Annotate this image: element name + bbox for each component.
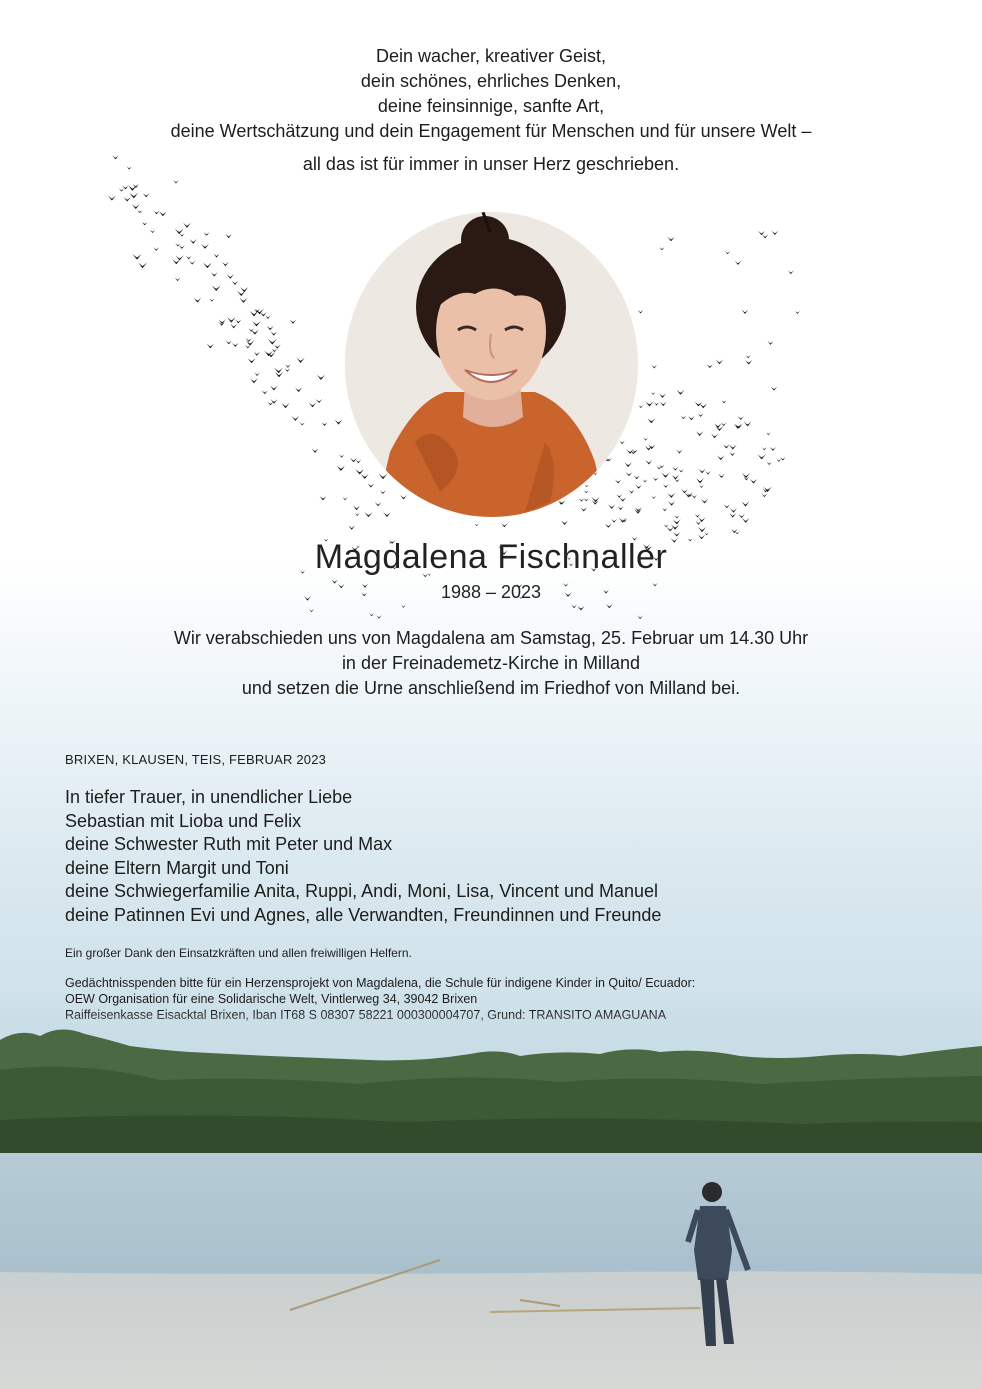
bird-icon [688, 416, 695, 420]
bird-icon [240, 298, 248, 303]
bird-icon [475, 523, 479, 526]
bird-icon [584, 498, 589, 501]
bird-icon [638, 310, 644, 314]
bird-icon [585, 484, 589, 487]
bird-icon [691, 495, 697, 499]
bird-icon [731, 529, 738, 533]
bird-icon [695, 401, 703, 406]
mourner-line: In tiefer Trauer, in unendlicher Liebe [65, 787, 353, 807]
memorial-poem [0, 44, 982, 177]
poem-line: all das ist für immer in unser Herz geschrieben. [302, 154, 680, 174]
bird-icon [375, 502, 381, 506]
bird-icon [119, 188, 124, 191]
bird-icon [245, 345, 250, 349]
bird-icon [268, 339, 277, 345]
bird-icon [132, 204, 140, 209]
bird-icon [312, 448, 319, 452]
bird-icon [676, 450, 682, 454]
bird-icon [711, 434, 718, 439]
bird-icon [668, 501, 675, 506]
bird-icon [742, 518, 750, 523]
bird-icon [654, 402, 659, 405]
mourner-line: deine Schwester Ruth mit Peter und Max [65, 834, 393, 855]
poem-line: Dein wacher, kreativer Geist, [375, 46, 607, 66]
bird-icon [173, 180, 178, 183]
bird-icon [651, 392, 656, 395]
bird-icon [290, 320, 296, 324]
bird-icon [189, 261, 195, 265]
thanks-note: Ein großer Dank den Einsatzkräften und allen freiwilligen Helfern. [65, 946, 412, 960]
bird-icon [124, 197, 131, 202]
bird-icon [659, 393, 666, 398]
bird-icon [651, 496, 656, 499]
bird-icon [383, 512, 391, 517]
bird-icon [729, 452, 735, 456]
bird-icon [762, 494, 768, 498]
bird-icon [611, 519, 617, 523]
bird-icon [788, 270, 794, 274]
bird-icon [252, 321, 261, 327]
bird-icon [222, 262, 229, 266]
bird-icon [664, 524, 669, 527]
bird-icon [292, 416, 300, 421]
bird-icon [142, 222, 147, 225]
bird-icon [179, 233, 184, 236]
bird-icon [309, 609, 314, 612]
bird-icon [186, 256, 192, 260]
bird-icon [645, 460, 652, 464]
bird-icon [673, 519, 681, 524]
bird-icon [695, 514, 700, 518]
bird-icon [667, 493, 675, 498]
bird-icon [368, 483, 375, 487]
bird-icon [608, 504, 615, 509]
life-years: 1988 – 2023 [440, 582, 542, 602]
bird-icon [647, 418, 655, 423]
bird-icon [629, 490, 635, 494]
bird-icon [268, 402, 274, 406]
bird-icon [355, 459, 361, 463]
bird-icon [619, 441, 624, 444]
bird-icon [281, 403, 289, 408]
mourner-line: deine Schwiegerfamilie Anita, Ruppi, Andi, Moni, Lisa, Vincent und Manuel [65, 881, 659, 902]
bird-icon [274, 367, 283, 373]
bird-icon [653, 477, 658, 481]
bird-icon [129, 193, 138, 199]
service-line: Wir verabschieden uns von Magdalena am Samstag, 25. Februar um 14.30 Uhr [173, 628, 809, 648]
donation-line: Gedächtnisspenden bitte für ein Herzensprojekt von Magdalena, die Schule für indigene Kinder in Quito/ Ecuador: [65, 976, 696, 990]
bird-icon [254, 352, 260, 356]
bird-icon [638, 405, 643, 408]
poem-line: dein schönes, ehrliches Denken, [360, 71, 622, 91]
bird-icon [235, 319, 241, 323]
bird-icon [766, 432, 770, 435]
bird-icon [209, 298, 214, 301]
bird-icon [615, 479, 621, 483]
bird-icon [776, 459, 781, 462]
bird-icon [668, 237, 675, 242]
bird-icon [175, 228, 184, 234]
bird-icon [207, 344, 214, 349]
bird-icon [212, 285, 221, 291]
bird-icon [663, 484, 669, 488]
bird-icon [295, 387, 302, 392]
bird-icon [579, 498, 584, 502]
bird-icon [246, 338, 252, 342]
bird-icon [316, 399, 322, 403]
bird-icon [721, 400, 726, 403]
bird-icon [695, 521, 701, 525]
bird-icon [309, 402, 317, 407]
mourner-line: deine Eltern Margit und Toni [65, 857, 289, 878]
bird-icon [353, 506, 360, 511]
bird-icon [616, 494, 622, 498]
bird-icon [652, 365, 657, 369]
bird-icon [660, 402, 667, 406]
bird-icon [580, 507, 587, 511]
bird-icon [723, 444, 729, 448]
bird-icon [672, 475, 680, 480]
bird-icon [696, 478, 704, 483]
bird-icon [705, 471, 711, 475]
bird-icon [745, 360, 752, 365]
bird-icon [400, 495, 407, 499]
bird-icon [201, 244, 209, 249]
bird-icon [369, 613, 374, 616]
bird-icon [643, 479, 648, 482]
bird-icon [619, 497, 626, 501]
bird-icon [619, 518, 627, 523]
bird-icon [729, 513, 736, 518]
bird-icon [659, 247, 664, 250]
mourners-list [65, 786, 661, 928]
bird-icon [758, 454, 766, 459]
bird-icon [190, 239, 197, 244]
bird-icon [626, 472, 632, 476]
bird-icon [758, 231, 765, 235]
bird-icon [750, 479, 757, 484]
bird-icon [364, 512, 372, 517]
bird-icon [176, 255, 184, 260]
bird-icon [667, 527, 674, 532]
bird-icon [339, 454, 344, 457]
bird-icon [137, 210, 142, 213]
bird-icon [183, 223, 191, 228]
bird-icon [153, 247, 159, 251]
bird-icon [214, 254, 220, 258]
bird-icon [662, 508, 667, 511]
bird-icon [698, 527, 706, 532]
bird-icon [795, 311, 800, 314]
bird-icon [225, 234, 231, 238]
bird-icon [262, 390, 268, 394]
bird-icon [738, 514, 744, 518]
bird-icon [246, 340, 254, 346]
bird-icon [232, 281, 239, 285]
bird-icon [780, 457, 785, 461]
bird-icon [232, 343, 238, 347]
bird-icon [300, 422, 305, 425]
bird-icon [401, 605, 406, 608]
bird-icon [179, 245, 185, 249]
bird-icon [716, 360, 723, 365]
bird-icon [632, 449, 638, 453]
bird-icon [350, 458, 357, 463]
bird-icon [735, 261, 742, 265]
bird-icon [696, 431, 703, 436]
bird-icon [771, 387, 777, 391]
bird-icon [698, 517, 705, 522]
bird-icon [643, 438, 648, 441]
bird-icon [138, 262, 147, 268]
bird-icon [645, 401, 653, 406]
bird-icon [133, 254, 142, 260]
bird-icon [248, 358, 256, 363]
bird-icon [271, 399, 278, 404]
bird-icon [128, 185, 137, 191]
bird-icon [355, 513, 360, 516]
bird-icon [584, 490, 589, 493]
bird-icon [762, 447, 767, 450]
bird-icon [343, 497, 348, 500]
bird-icon [768, 341, 774, 345]
bird-icon [108, 195, 116, 200]
bird-icon [717, 455, 724, 460]
bird-icon [699, 485, 703, 488]
bird-icon [606, 604, 613, 608]
portrait-photo [345, 212, 638, 517]
bird-icon [561, 520, 568, 524]
bird-icon [637, 616, 642, 620]
bird-icon [746, 355, 751, 358]
bird-icon [714, 423, 722, 428]
bird-icon [379, 473, 388, 479]
bird-icon [226, 340, 232, 344]
bird-icon [707, 364, 713, 368]
bird-icon [635, 485, 641, 489]
donation-line: OEW Organisation für eine Solidarische Welt, Vintlerweg 34, 39042 Brixen [65, 992, 478, 1006]
bird-icon [150, 230, 155, 233]
bird-icon [361, 474, 369, 479]
bird-icon [724, 504, 730, 508]
bird-icon [274, 344, 281, 348]
bird-icon [380, 490, 386, 494]
bird-icon [348, 526, 355, 530]
bird-icon [265, 315, 270, 318]
bird-icon [260, 312, 267, 316]
bird-icon [203, 262, 212, 268]
bird-icon [159, 211, 166, 216]
bird-icon [742, 473, 750, 478]
bird-icon [742, 310, 749, 314]
bird-icon [194, 298, 202, 303]
bird-icon [285, 368, 291, 372]
river-landscape-image [0, 1010, 982, 1389]
bird-icon [230, 324, 237, 329]
bird-icon [738, 416, 744, 420]
bird-icon [742, 501, 750, 506]
bird-icon [317, 375, 325, 380]
bird-icon [767, 462, 772, 465]
bird-icon [240, 287, 248, 292]
deceased-name: Magdalena Fischnaller [314, 538, 668, 576]
place-and-date: BRIXEN, KLAUSEN, TEIS, FEBRUAR 2023 [65, 752, 327, 767]
bird-icon [577, 606, 584, 611]
bird-icon [701, 499, 708, 504]
poem-line: deine feinsinnige, sanfte Art, [377, 96, 605, 116]
bird-icon [624, 462, 632, 467]
bird-icon [337, 466, 345, 471]
bird-icon [729, 445, 737, 450]
bird-icon [122, 185, 128, 189]
bird-icon [661, 472, 669, 477]
bird-icon [320, 496, 327, 500]
bird-icon [250, 378, 258, 383]
mourner-line: Sebastian mit Lioba und Felix [65, 810, 302, 831]
bird-icon [154, 210, 160, 214]
bird-icon [254, 372, 259, 376]
bird-icon [143, 193, 150, 197]
bird-icon [211, 272, 218, 276]
funeral-service-info [0, 626, 982, 701]
poem-line: deine Wertschätzung und dein Engagement für Menschen und für unsere Welt – [170, 121, 812, 141]
bird-icon [175, 277, 181, 281]
bird-icon [744, 422, 751, 427]
bird-icon [762, 234, 768, 238]
bird-icon [677, 390, 685, 395]
bird-icon [679, 469, 684, 472]
mourner-line: deine Patinnen Evi und Agnes, alle Verwandten, Freundinnen und Freunde [65, 904, 662, 925]
bird-icon [272, 348, 278, 352]
bird-icon [267, 326, 274, 330]
bird-icon [227, 274, 234, 279]
bird-icon [322, 422, 328, 426]
bird-icon [355, 469, 364, 475]
bird-icon [634, 475, 640, 479]
bird-icon [618, 506, 624, 510]
bird-icon [770, 447, 776, 451]
bird-icon [376, 615, 381, 618]
service-line: und setzen die Urne anschließend im Friedhof von Milland bei. [241, 678, 741, 698]
bird-icon [285, 364, 290, 367]
bird-icon [335, 419, 343, 424]
bird-icon [699, 469, 706, 474]
bird-icon [771, 231, 778, 235]
bird-icon [571, 605, 577, 609]
bird-icon [699, 403, 707, 408]
bird-icon [681, 489, 688, 493]
bird-icon [730, 508, 737, 513]
bird-icon [721, 422, 727, 426]
bird-icon [725, 251, 730, 254]
bird-icon [227, 317, 236, 323]
bird-icon [673, 532, 680, 537]
bird-icon [674, 515, 679, 518]
bird-icon [672, 467, 678, 471]
bird-icon [270, 385, 278, 390]
bird-icon [681, 416, 686, 419]
bird-icon [698, 413, 704, 417]
bird-icon [296, 358, 304, 363]
bird-icon [271, 331, 278, 335]
service-line: in der Freinademetz-Kirche in Milland [341, 653, 641, 673]
bird-icon [718, 474, 725, 478]
bird-icon [204, 232, 210, 236]
bird-icon [501, 523, 508, 527]
bird-icon [605, 523, 612, 527]
